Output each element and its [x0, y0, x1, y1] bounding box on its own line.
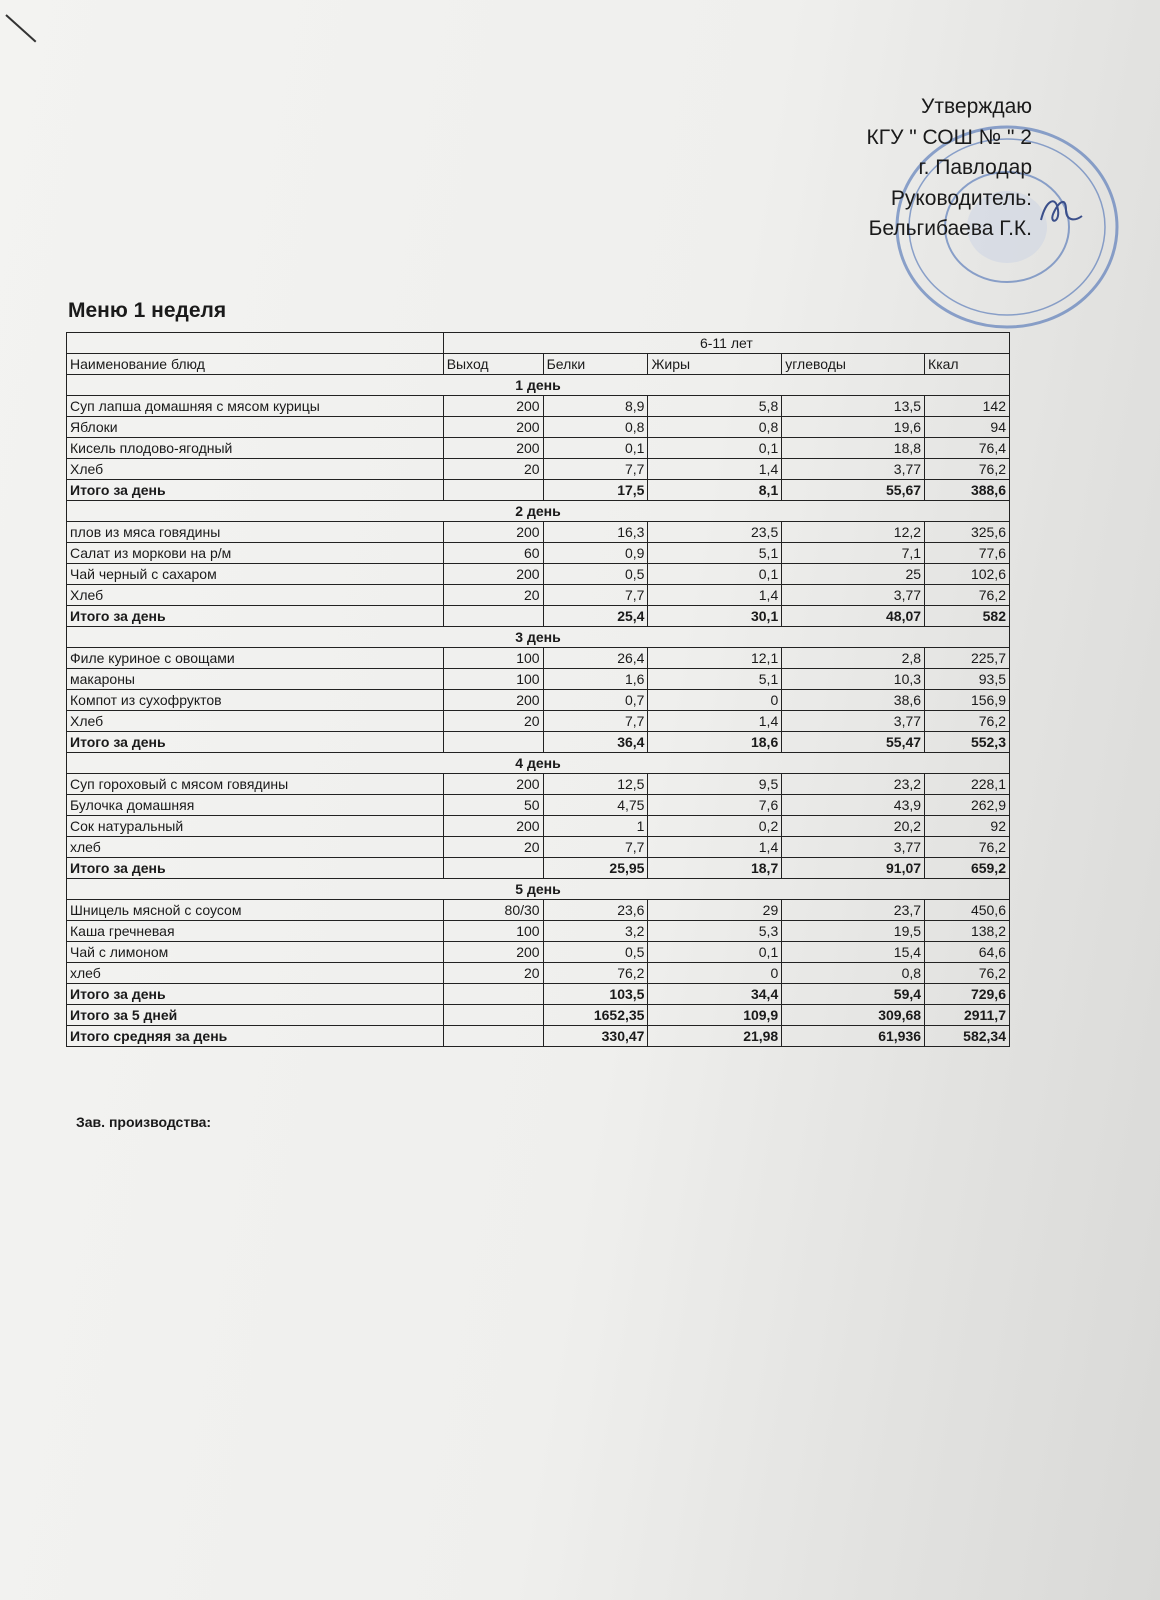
cell-yield: 60: [443, 543, 543, 564]
column-header-yield: Выход: [443, 354, 543, 375]
cell-carbs: 19,6: [782, 417, 925, 438]
day-total-row: [67, 480, 1010, 501]
cell-carbs: 55,47: [782, 732, 925, 753]
day-label: 5 день: [67, 879, 1010, 900]
cell-yield: [443, 606, 543, 627]
cell-protein: 1,6: [543, 669, 648, 690]
cell-fat: 21,98: [648, 1026, 782, 1047]
table-row: [67, 438, 1010, 459]
cell-protein: 0,7: [543, 690, 648, 711]
cell-fat: 0,2: [648, 816, 782, 837]
cell-fat: 0: [648, 690, 782, 711]
cell-fat: 5,1: [648, 669, 782, 690]
table-row: [67, 795, 1010, 816]
cell-yield: 200: [443, 438, 543, 459]
table-row: [67, 543, 1010, 564]
cell-fat: 7,6: [648, 795, 782, 816]
cell-carbs: 38,6: [782, 690, 925, 711]
cell-kcal: 76,2: [925, 459, 1010, 480]
cell-fat: 109,9: [648, 1005, 782, 1026]
cell-kcal: 76,2: [925, 837, 1010, 858]
cell-fat: 5,1: [648, 543, 782, 564]
cell-yield: 200: [443, 690, 543, 711]
cell-protein: 4,75: [543, 795, 648, 816]
cell-yield: 200: [443, 942, 543, 963]
day-header-row: [67, 753, 1010, 774]
table-row: [67, 774, 1010, 795]
cell-protein: 1652,35: [543, 1005, 648, 1026]
cell-yield: [443, 858, 543, 879]
cell-kcal: 450,6: [925, 900, 1010, 921]
cell-carbs: 48,07: [782, 606, 925, 627]
cell-fat: 34,4: [648, 984, 782, 1005]
table-row: [67, 837, 1010, 858]
cell-protein: 7,7: [543, 459, 648, 480]
cell-dish-name: Хлеб: [67, 459, 444, 480]
day-header-row: [67, 375, 1010, 396]
cell-carbs: 91,07: [782, 858, 925, 879]
cell-fat: 30,1: [648, 606, 782, 627]
approval-block: [866, 92, 1032, 245]
cell-protein: 330,47: [543, 1026, 648, 1047]
cell-yield: 20: [443, 837, 543, 858]
cell-dish-name: Яблоки: [67, 417, 444, 438]
cell-fat: 0,1: [648, 438, 782, 459]
table-row: [67, 522, 1010, 543]
table-row: [67, 648, 1010, 669]
cell-carbs: 15,4: [782, 942, 925, 963]
cell-kcal: 102,6: [925, 564, 1010, 585]
cell-kcal: 156,9: [925, 690, 1010, 711]
cell-yield: 200: [443, 774, 543, 795]
cell-kcal: 138,2: [925, 921, 1010, 942]
cell-protein: 7,7: [543, 711, 648, 732]
cell-carbs: 25: [782, 564, 925, 585]
cell-kcal: 93,5: [925, 669, 1010, 690]
cell-protein: 8,9: [543, 396, 648, 417]
cell-fat: 1,4: [648, 711, 782, 732]
cell-dish-name: Сок натуральный: [67, 816, 444, 837]
cell-yield: [443, 984, 543, 1005]
cell-protein: 0,1: [543, 438, 648, 459]
cell-yield: 80/30: [443, 900, 543, 921]
cell-kcal: 552,3: [925, 732, 1010, 753]
cell-yield: 100: [443, 648, 543, 669]
cell-protein: 1: [543, 816, 648, 837]
table-row: [67, 564, 1010, 585]
cell-kcal: 582,34: [925, 1026, 1010, 1047]
cell-carbs: 309,68: [782, 1005, 925, 1026]
column-header-kcal: Ккал: [925, 354, 1010, 375]
table-header-row: [67, 354, 1010, 375]
cell-carbs: 13,5: [782, 396, 925, 417]
cell-fat: 5,8: [648, 396, 782, 417]
cell-protein: 0,5: [543, 564, 648, 585]
cell-dish-name: Итого за день: [67, 858, 444, 879]
cell-fat: 1,4: [648, 585, 782, 606]
cell-carbs: 3,77: [782, 459, 925, 480]
table-row: [67, 417, 1010, 438]
cell-kcal: 262,9: [925, 795, 1010, 816]
table-row: [67, 921, 1010, 942]
cell-protein: 7,7: [543, 837, 648, 858]
cell-protein: 76,2: [543, 963, 648, 984]
cell-dish-name: Итого за 5 дней: [67, 1005, 444, 1026]
header-blank: [67, 333, 444, 354]
day-header-row: [67, 501, 1010, 522]
cell-yield: [443, 1005, 543, 1026]
cell-yield: 200: [443, 417, 543, 438]
cell-protein: 23,6: [543, 900, 648, 921]
cell-yield: 20: [443, 963, 543, 984]
cell-protein: 103,5: [543, 984, 648, 1005]
day-header-row: [67, 627, 1010, 648]
cell-fat: 1,4: [648, 459, 782, 480]
cell-yield: 20: [443, 459, 543, 480]
cell-yield: 200: [443, 816, 543, 837]
cell-kcal: 225,7: [925, 648, 1010, 669]
footer-production-manager: Зав. производства:: [76, 1114, 212, 1130]
day-label: 4 день: [67, 753, 1010, 774]
cell-fat: 0: [648, 963, 782, 984]
cell-carbs: 7,1: [782, 543, 925, 564]
cell-carbs: 23,7: [782, 900, 925, 921]
cell-protein: 0,5: [543, 942, 648, 963]
table-row: [67, 900, 1010, 921]
cell-carbs: 23,2: [782, 774, 925, 795]
cell-yield: 50: [443, 795, 543, 816]
page-title: Меню 1 неделя: [68, 299, 227, 322]
cell-kcal: 325,6: [925, 522, 1010, 543]
cell-dish-name: Итого за день: [67, 480, 444, 501]
cell-dish-name: Каша гречневая: [67, 921, 444, 942]
cell-dish-name: Итого за день: [67, 732, 444, 753]
cell-yield: [443, 1026, 543, 1047]
cell-yield: 200: [443, 564, 543, 585]
table-row: [67, 459, 1010, 480]
cell-protein: 3,2: [543, 921, 648, 942]
cell-dish-name: Филе куриное с овощами: [67, 648, 444, 669]
signature: [1036, 190, 1086, 230]
cell-dish-name: Компот из сухофруктов: [67, 690, 444, 711]
cell-kcal: 76,4: [925, 438, 1010, 459]
cell-protein: 12,5: [543, 774, 648, 795]
cell-dish-name: макароны: [67, 669, 444, 690]
cell-dish-name: Суп лапша домашняя с мясом курицы: [67, 396, 444, 417]
cell-kcal: 77,6: [925, 543, 1010, 564]
cell-kcal: 228,1: [925, 774, 1010, 795]
cell-carbs: 43,9: [782, 795, 925, 816]
cell-protein: 0,8: [543, 417, 648, 438]
column-header-fat: Жиры: [648, 354, 782, 375]
column-header-carbs: углеводы: [782, 354, 925, 375]
cell-dish-name: хлеб: [67, 837, 444, 858]
table-row: [67, 942, 1010, 963]
cell-kcal: 64,6: [925, 942, 1010, 963]
cell-dish-name: Чай черный с сахаром: [67, 564, 444, 585]
table-row: [67, 585, 1010, 606]
cell-fat: 12,1: [648, 648, 782, 669]
cell-dish-name: Итого за день: [67, 984, 444, 1005]
day-total-row: [67, 606, 1010, 627]
cell-dish-name: Итого за день: [67, 606, 444, 627]
column-header-protein: Белки: [543, 354, 648, 375]
table-row: [67, 963, 1010, 984]
day-label: 3 день: [67, 627, 1010, 648]
cell-kcal: 582: [925, 606, 1010, 627]
cell-carbs: 18,8: [782, 438, 925, 459]
cell-carbs: 61,936: [782, 1026, 925, 1047]
cell-fat: 1,4: [648, 837, 782, 858]
cell-protein: 26,4: [543, 648, 648, 669]
cell-fat: 0,1: [648, 942, 782, 963]
day-label: 1 день: [67, 375, 1010, 396]
column-header-name: Наименование блюд: [67, 354, 444, 375]
cell-yield: 100: [443, 921, 543, 942]
cell-carbs: 19,5: [782, 921, 925, 942]
approval-role: Руководитель:: [890, 186, 1032, 210]
cell-dish-name: Кисель плодово-ягодный: [67, 438, 444, 459]
cell-yield: 200: [443, 396, 543, 417]
approval-heading: Утверждаю: [921, 95, 1032, 118]
day-header-row: [67, 879, 1010, 900]
summary-row: [67, 1026, 1010, 1047]
cell-yield: 200: [443, 522, 543, 543]
cell-fat: 5,3: [648, 921, 782, 942]
table-row: [67, 816, 1010, 837]
cell-protein: 17,5: [543, 480, 648, 501]
cell-dish-name: Суп гороховый с мясом говядины: [67, 774, 444, 795]
cell-kcal: 94: [925, 417, 1010, 438]
cell-dish-name: плов из мяса говядины: [67, 522, 444, 543]
cell-dish-name: Булочка домашняя: [67, 795, 444, 816]
approval-name: Бельгибаева Г.К.: [868, 217, 1032, 240]
table-row: [67, 711, 1010, 732]
cell-dish-name: Хлеб: [67, 585, 444, 606]
cell-carbs: 59,4: [782, 984, 925, 1005]
cell-dish-name: Шницель мясной с соусом: [67, 900, 444, 921]
cell-fat: 18,7: [648, 858, 782, 879]
cell-carbs: 3,77: [782, 837, 925, 858]
age-group-header: 6-11 лет: [443, 333, 1009, 354]
cell-fat: 23,5: [648, 522, 782, 543]
cell-kcal: 92: [925, 816, 1010, 837]
cell-carbs: 10,3: [782, 669, 925, 690]
cell-fat: 0,8: [648, 417, 782, 438]
cell-carbs: 3,77: [782, 711, 925, 732]
cell-protein: 25,95: [543, 858, 648, 879]
pen-mark: [5, 14, 36, 42]
cell-kcal: 76,2: [925, 585, 1010, 606]
cell-kcal: 729,6: [925, 984, 1010, 1005]
cell-protein: 7,7: [543, 585, 648, 606]
day-total-row: [67, 858, 1010, 879]
cell-carbs: 55,67: [782, 480, 925, 501]
day-total-row: [67, 732, 1010, 753]
cell-kcal: 76,2: [925, 711, 1010, 732]
cell-kcal: 76,2: [925, 963, 1010, 984]
cell-yield: [443, 480, 543, 501]
summary-row: [67, 1005, 1010, 1026]
cell-fat: 9,5: [648, 774, 782, 795]
cell-protein: 36,4: [543, 732, 648, 753]
cell-fat: 0,1: [648, 564, 782, 585]
cell-dish-name: Итого средняя за день: [67, 1026, 444, 1047]
cell-carbs: 20,2: [782, 816, 925, 837]
cell-carbs: 12,2: [782, 522, 925, 543]
cell-protein: 16,3: [543, 522, 648, 543]
cell-kcal: 659,2: [925, 858, 1010, 879]
cell-kcal: 388,6: [925, 480, 1010, 501]
cell-kcal: 2911,7: [925, 1005, 1010, 1026]
cell-dish-name: хлеб: [67, 963, 444, 984]
cell-fat: 18,6: [648, 732, 782, 753]
cell-carbs: 2,8: [782, 648, 925, 669]
cell-carbs: 3,77: [782, 585, 925, 606]
cell-dish-name: Чай с лимоном: [67, 942, 444, 963]
table-row: [67, 690, 1010, 711]
cell-yield: 20: [443, 711, 543, 732]
cell-yield: [443, 732, 543, 753]
cell-carbs: 0,8: [782, 963, 925, 984]
table-row: [67, 396, 1010, 417]
cell-yield: 100: [443, 669, 543, 690]
approval-organization: КГУ " СОШ № " 2: [866, 125, 1032, 149]
day-label: 2 день: [67, 501, 1010, 522]
approval-city: г. Павлодар: [918, 156, 1032, 179]
cell-kcal: 142: [925, 396, 1010, 417]
cell-fat: 29: [648, 900, 782, 921]
cell-fat: 8,1: [648, 480, 782, 501]
cell-protein: 25,4: [543, 606, 648, 627]
cell-yield: 20: [443, 585, 543, 606]
day-total-row: [67, 984, 1010, 1005]
cell-dish-name: Хлеб: [67, 711, 444, 732]
cell-protein: 0,9: [543, 543, 648, 564]
cell-dish-name: Салат из моркови на р/м: [67, 543, 444, 564]
table-header-age-row: [67, 333, 1010, 354]
menu-table: [66, 332, 1010, 1047]
table-row: [67, 669, 1010, 690]
